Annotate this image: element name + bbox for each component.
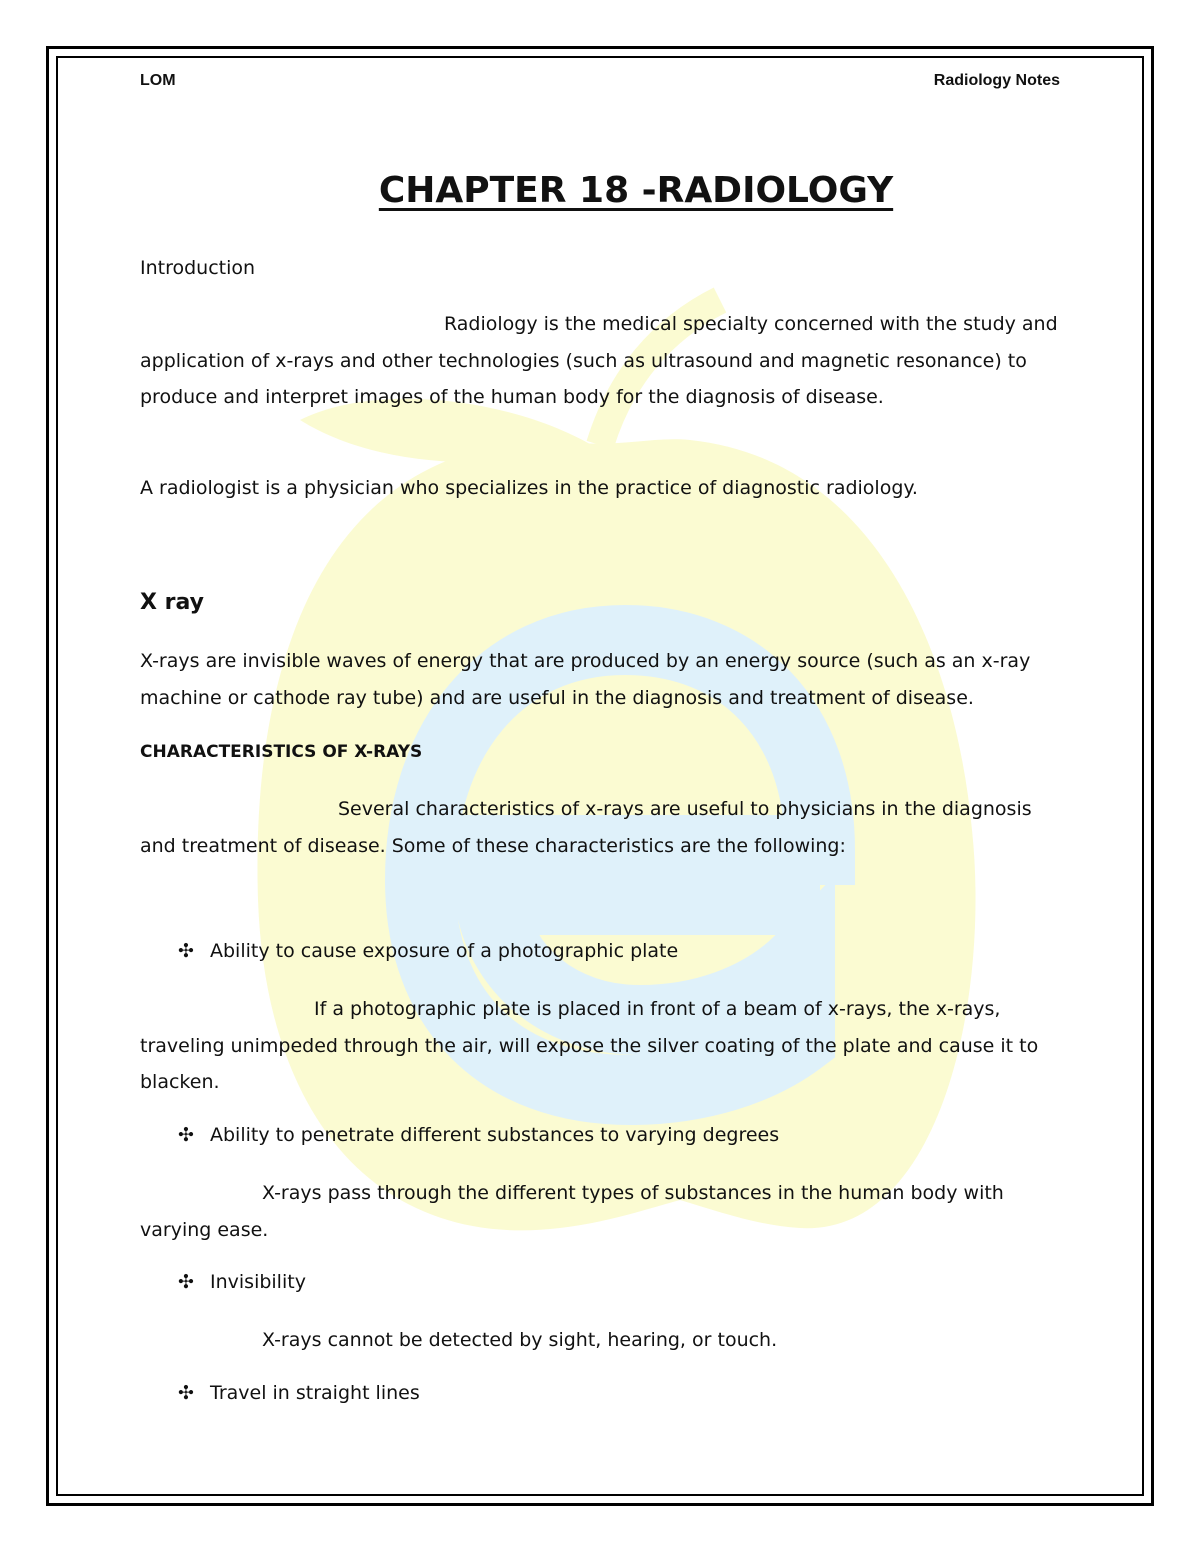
list-item	[178, 1271, 306, 1293]
xray-paragraph: X-rays are invisible waves of energy that are produced by an energy source (such as an x-ray machine or cathode ray tube) and are useful in the diagnosis and treatment of disease.	[140, 650, 1031, 709]
intro-paragraph-2: A radiologist is a physician who specializes in the practice of diagnostic radiology.	[140, 477, 918, 499]
list-item-label: Invisibility	[210, 1271, 306, 1293]
list-item	[178, 1382, 420, 1404]
list-item	[178, 940, 678, 962]
list-item-text: X-rays pass through the different types of substances in the human body with varying ease.	[140, 1182, 1004, 1241]
intro-paragraph-1: Radiology is the medical specialty concerned with the study and application of x-rays and other technologies (such as ultrasound and magnetic resonance) to produce and interpret images of the human body for the diagnosis of disease.	[140, 313, 1058, 408]
list-item-text: X-rays cannot be detected by sight, hearing, or touch.	[262, 1329, 778, 1351]
intro-heading: Introduction	[140, 257, 256, 279]
bullet-icon: ✣	[178, 1271, 194, 1293]
bullet-icon: ✣	[178, 940, 194, 962]
header-left: LOM	[140, 72, 176, 89]
list-item	[178, 1124, 779, 1146]
bullet-icon: ✣	[178, 1124, 194, 1146]
list-item-label: Travel in straight lines	[210, 1382, 420, 1404]
characteristics-intro: Several characteristics of x-rays are useful to physicians in the diagnosis and treatment of disease. Some of these characteristics are the following:	[140, 798, 1032, 857]
bullet-icon: ✣	[178, 1382, 194, 1404]
characteristics-heading: CHARACTERISTICS OF X-RAYS	[140, 742, 423, 762]
list-item-label: Ability to cause exposure of a photographic plate	[210, 940, 679, 962]
xray-heading: X ray	[140, 590, 204, 615]
list-item-label: Ability to penetrate different substances to varying degrees	[210, 1124, 780, 1146]
chapter-title: CHAPTER 18 -RADIOLOGY	[378, 170, 894, 211]
header-right: Radiology Notes	[933, 72, 1060, 89]
list-item-text: If a photographic plate is placed in front of a beam of x-rays, the x-rays, traveling unimpeded through the air, will expose the silver coating of the plate and cause it to blacken.	[140, 998, 1039, 1093]
